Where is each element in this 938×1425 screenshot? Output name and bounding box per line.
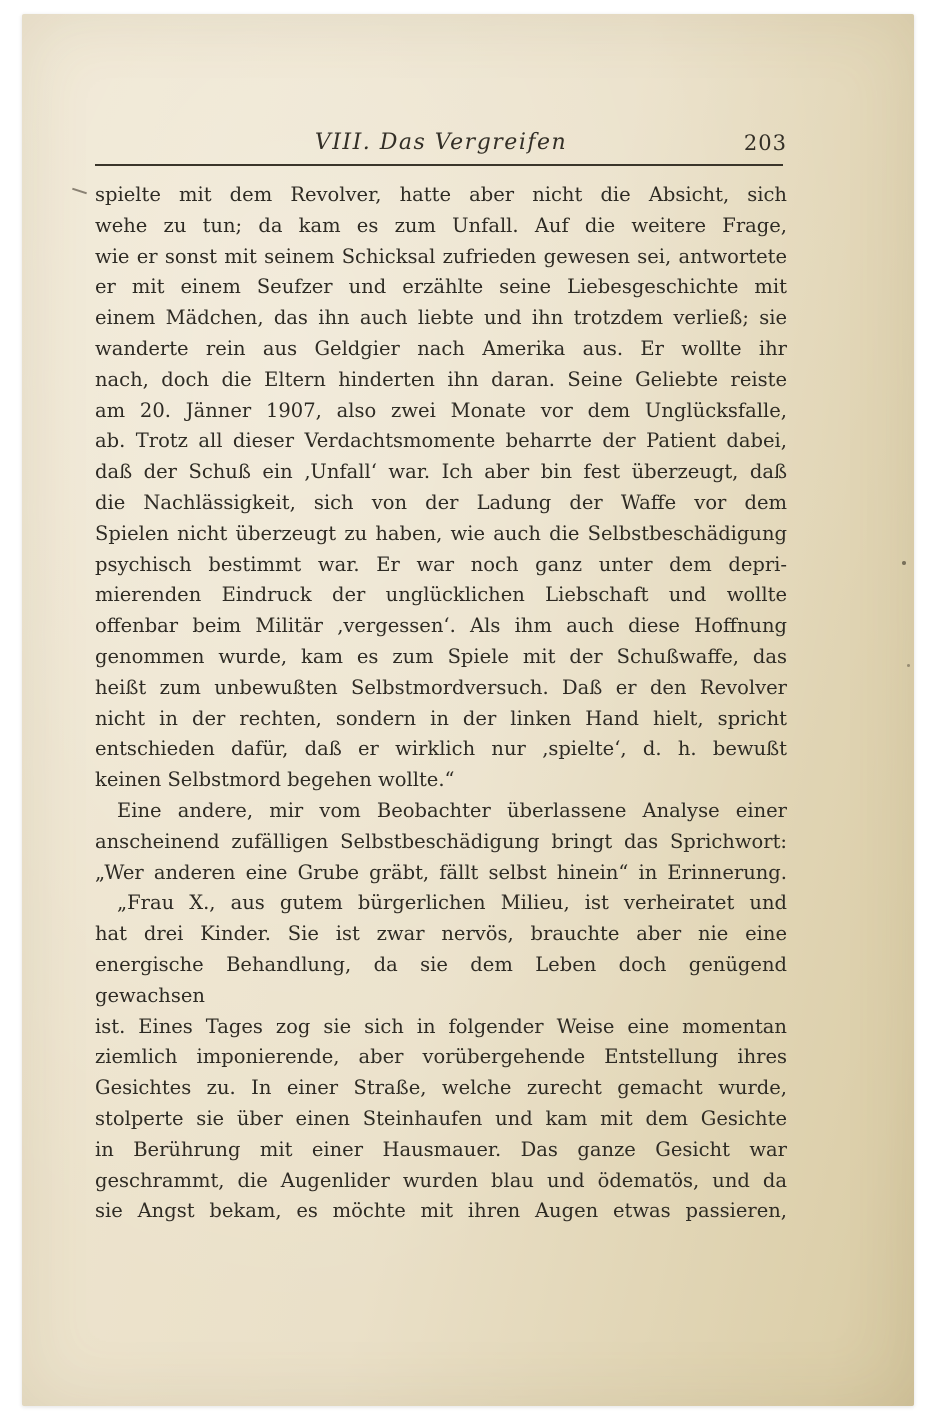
chapter-running-title: VIII. Das Vergreifen xyxy=(314,130,568,155)
running-head xyxy=(95,130,787,160)
text-line: die Nachlässigkeit, sich von der Ladung der Waffe vor dem xyxy=(95,490,787,514)
header-rule xyxy=(95,164,783,166)
text-line: keinen Selbstmord begehen wollte.“ xyxy=(95,768,455,792)
text-line: psychisch bestimmt war. Er war noch ganz unter dem depri- xyxy=(95,552,787,576)
text-line: am 20. Jänner 1907, also zwei Monate vor dem Unglücksfalle, xyxy=(95,398,787,422)
paper-sheet xyxy=(22,14,914,1406)
text-line: Spielen nicht überzeugt zu haben, wie auch die Selbstbeschädigung xyxy=(95,521,787,545)
text-line: einem Mädchen, das ihn auch liebte und ihn trotzdem verließ; sie xyxy=(95,306,787,330)
text-line: ziemlich imponierende, aber vorübergehende Entstellung ihres xyxy=(95,1045,787,1069)
ink-fleck-artifact xyxy=(907,664,910,667)
text-line: sie Angst bekam, es möchte mit ihren Augen etwas passieren, xyxy=(95,1199,787,1223)
text-line: Eine andere, mir vom Beobachter überlassene Analyse einer xyxy=(117,798,787,822)
text-line: anscheinend zufälligen Selbstbeschädigung bringt das Sprichwort: xyxy=(95,829,787,853)
text-line: in Berührung mit einer Hausmauer. Das ganze Gesicht war xyxy=(95,1137,787,1161)
text-line: nicht in der rechten, sondern in der linken Hand hielt, spricht xyxy=(95,706,787,730)
text-line: offenbar beim Militär ‚vergessen‘. Als ihm auch diese Hoffnung xyxy=(95,614,787,638)
text-line: mierenden Eindruck der unglücklichen Liebschaft und wollte xyxy=(95,583,787,607)
text-line: hat drei Kinder. Sie ist zwar nervös, brauchte aber nie eine xyxy=(95,922,787,946)
text-line: stolperte sie über einen Steinhaufen und kam mit dem Gesichte xyxy=(95,1106,787,1130)
text-line: „Frau X., aus gutem bürgerlichen Milieu, ist verheiratet und xyxy=(117,891,787,915)
text-line: wehe zu tun; da kam es zum Unfall. Auf die weitere Frage, xyxy=(95,213,787,237)
text-line: wie er sonst mit seinem Schicksal zufrieden gewesen sei, antwortete xyxy=(95,244,787,268)
text-line: ab. Trotz all dieser Verdachtsmomente beharrte der Patient dabei, xyxy=(95,429,787,453)
text-line: „Wer anderen eine Grube gräbt, fällt selbst hinein“ in Erinnerung. xyxy=(95,860,787,884)
text-line: geschrammt, die Augenlider wurden blau und ödematös, und da xyxy=(95,1168,787,1192)
page-number: 203 xyxy=(743,131,787,155)
text-line: daß der Schuß ein ‚Unfall‘ war. Ich aber bin fest überzeugt, daß xyxy=(95,460,787,484)
text-line: heißt zum unbewußten Selbstmordversuch. Daß er den Revolver xyxy=(95,675,787,699)
text-line: er mit einem Seufzer und erzählte seine Liebesgeschichte mit xyxy=(95,275,787,299)
text-line: genommen wurde, kam es zum Spiele mit der Schußwaffe, das xyxy=(95,644,787,668)
text-line: ist. Eines Tages zog sie sich in folgender Weise eine momentan xyxy=(95,1014,787,1038)
text-line: entschieden dafür, daß er wirklich nur ‚spielte‘, d. h. bewußt xyxy=(95,737,787,761)
text-line: nach, doch die Eltern hinderten ihn daran. Seine Geliebte reiste xyxy=(95,367,787,391)
text-line: wanderte rein aus Geldgier nach Amerika aus. Er wollte ihr xyxy=(95,336,787,360)
ink-fleck-artifact xyxy=(902,561,906,565)
text-line: Gesichtes zu. In einer Straße, welche zurecht gemacht wurde, xyxy=(95,1076,787,1100)
body-text-block xyxy=(95,180,787,1227)
text-line: spielte mit dem Revolver, hatte aber nicht die Absicht, sich xyxy=(95,183,787,206)
text-line: energische Behandlung, da sie dem Leben doch genügend gewachsen xyxy=(95,952,787,1007)
pencil-mark-artifact xyxy=(72,188,87,195)
